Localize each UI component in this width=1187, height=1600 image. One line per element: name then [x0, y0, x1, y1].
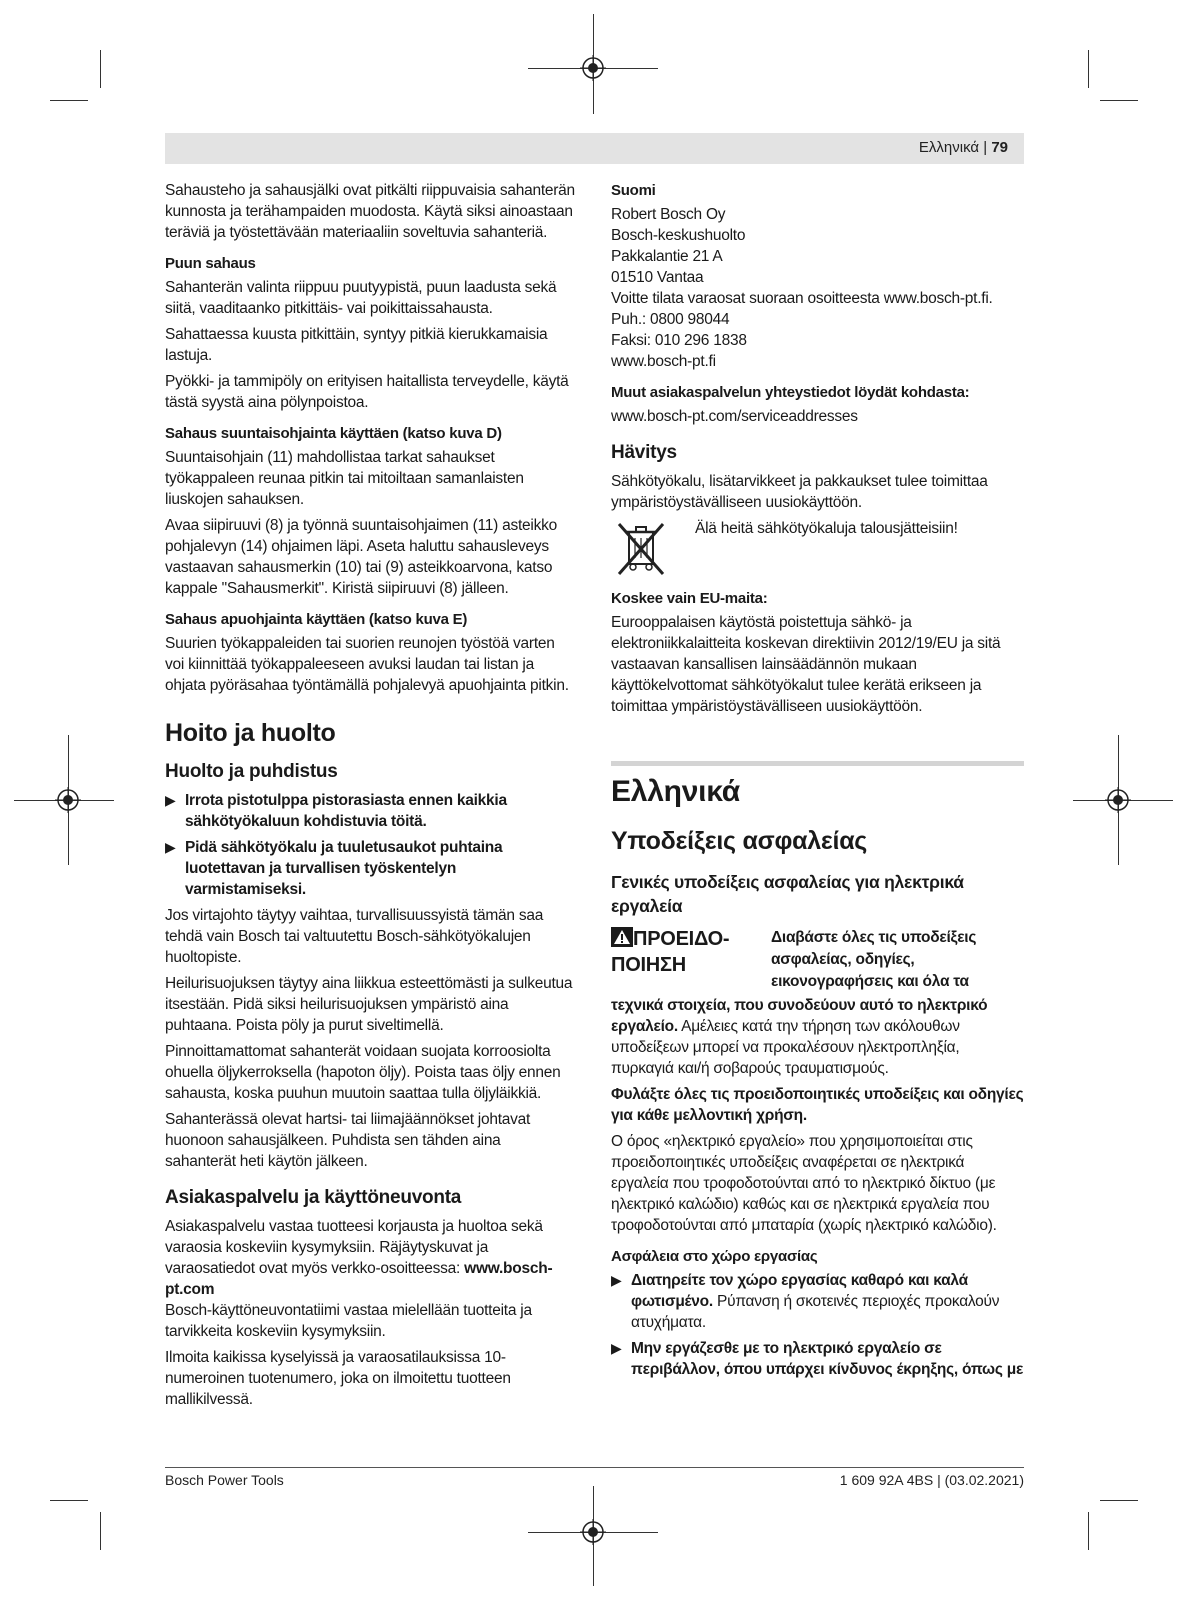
list-item: [165, 790, 575, 832]
crop-mark: [1088, 50, 1089, 88]
wood-paragraph: Sahanterän valinta riippuu puutyypistä, puun laadusta sekä siitä, vaaditaanko pitkittäis- vai poikittaissahausta.: [165, 279, 557, 317]
term-paragraph: Ο όρος «ηλεκτρικό εργαλείο» που χρησιμοποιείται στις προειδοποιητικές υποδείξεις αναφέρεται σε ηλεκτρικά εργαλεία που τροφοδοτούνται από το ηλεκτρικό δίκτυο (με ηλεκτρικό καλώδιο) καθώς και σε ηλεκτρικά εργαλεία που τροφοδοτούνται από μπαταρία (χωρίς ηλεκτρικό καλώδιο).: [611, 1133, 997, 1234]
crop-mark: [50, 100, 88, 101]
parallel-guide-paragraph: Suuntaisohjain (11) mahdollistaa tarkat sahaukset työkappaleen reunaa pitkin tai mitoiltaan samanlaisten liuskojen sahauksen.: [165, 449, 524, 508]
more-contacts-url[interactable]: www.bosch-pt.com/serviceaddresses: [611, 408, 858, 425]
warning-side-text: Διαβάστε όλες τις υποδείξεις ασφαλείας, οδηγίες, εικονογραφήσεις και όλα τα: [771, 929, 977, 990]
address-line: Pakkalantie 21 A: [611, 248, 723, 265]
bullet-triangle-icon: ▶: [611, 1272, 622, 1288]
bullet-triangle-icon: ▶: [165, 839, 176, 855]
crop-mark: [100, 50, 101, 88]
warning-rest-text: Αμέλειες κατά την τήρηση των ακόλουθων υποδείξεων μπορεί να προκαλέσουν ηλεκτροπληξία, πυρκαγιά και/ή σοβαρούς τραυματισμούς.: [611, 1018, 960, 1077]
cord-paragraph: Jos virtajohto täytyy vaihtaa, turvallisuussyistä tämän saa tehdä vain Bosch tai valtuutettu Bosch-sähkötyökalujen huoltopiste.: [165, 907, 544, 966]
bullet-text: Pidä sähkötyökalu ja tuuletusaukot puhtaina luotettavan ja turvallisen työskentelyn varmistamiseksi.: [185, 839, 503, 898]
list-item: [611, 1338, 1024, 1380]
service-text: Bosch-käyttöneuvontatiimi vastaa mielellään tuotteita ja tarvikkeita koskeviin kysymyksiin.: [165, 1302, 532, 1340]
keep-instructions: Φυλάξτε όλες τις προειδοποιητικές υποδείξεις και οδηγίες για κάθε μελλοντική χρήση.: [611, 1086, 1024, 1124]
guard-paragraph: Heilurisuojuksen täytyy aina liikkua esteettömästi ja sulkeutua itsestään. Pidä siksi heilurisuojuksen ympäristö aina puhtaana. Poista pöly ja purut siveltimellä.: [165, 975, 573, 1034]
disposal-paragraph: Sähkötyökalu, lisätarvikkeet ja pakkaukset tulee toimittaa ympäristöystävälliseen uusiokäyttöön.: [611, 473, 988, 511]
safety-heading: Υποδείξεις ασφαλείας: [611, 827, 868, 855]
disposal-heading: Hävitys: [611, 442, 677, 463]
auxiliary-guide-paragraph: Suurien työkappaleiden tai suorien reunojen työstöä varten voi kiinnittää työkappaleeseen avuksi laudan tai listan ja ohjata pyöräsahaa työntämällä pohjalevyä apuohjainta pitkin.: [165, 635, 569, 694]
address-block: [611, 204, 1024, 372]
greek-section-title: Ελληνικά: [611, 775, 740, 808]
bullet-triangle-icon: ▶: [611, 1340, 622, 1356]
footer-doc-code: 1 609 92A 4BS | (03.02.2021): [839, 1472, 1024, 1488]
auxiliary-guide-heading: Sahaus apuohjainta käyttäen (katso kuva E): [165, 611, 468, 628]
bullet-rest-text: Ρύπανση ή σκοτεινές περιοχές προκαλούν ατυχήματα.: [631, 1293, 1000, 1331]
header-language: Ελληνικά: [918, 139, 980, 156]
crop-mark: [50, 1500, 88, 1501]
coating-paragraph: Pinnoittamattomat sahanterät voidaan suojata korroosiolta ohuella öljykerroksella (hapoton öljy). Poista taas öljy ennen sahausta, koska puuhun muutoin saattaa tulla öljyläikkiä.: [165, 1043, 561, 1102]
weee-text: Älä heitä sähkötyökaluja talousjätteisiin!: [695, 520, 958, 537]
registration-mark-icon: [580, 1519, 606, 1545]
intro-paragraph: Sahausteho ja sahausjälki ovat pitkälti riippuvaisia sahanterän kunnosta ja terähampaiden muodosta. Käytä siksi ainoastaan teräviä ja työstettävään materiaaliin soveltuvia sahanteriä.: [165, 182, 575, 241]
bullet-text: Irrota pistotulppa pistorasiasta ennen kaikkia sähkötyökaluun kohdistuvia töitä.: [185, 792, 507, 830]
maintenance-heading: Hoito ja huolto: [165, 719, 336, 747]
page-header: [165, 133, 1024, 164]
warning-paragraph: [611, 995, 1024, 1079]
right-column: [611, 180, 1024, 1385]
footer-rule: [165, 1467, 1024, 1468]
address-line: 01510 Vantaa: [611, 269, 704, 286]
wood-paragraph: Pyökki- ja tammipöly on erityisen haitallista terveydelle, käytä tästä syystä aina pölynpoistoa.: [165, 373, 569, 411]
general-safety-heading: Γενικές υποδείξεις ασφαλείας για ηλεκτρικά εργαλεία: [611, 872, 964, 916]
crop-mark: [1100, 100, 1138, 101]
warning-block: [611, 926, 1024, 993]
parallel-guide-heading: Sahaus suuntaisohjainta käyttäen (katso kuva D): [165, 425, 502, 442]
list-item: [611, 1270, 1024, 1333]
wood-paragraph: Sahattaessa kuusta pitkittäin, syntyy pitkiä kierukkamaisia lastuja.: [165, 326, 548, 364]
resin-paragraph: Sahanterässä olevat hartsi- tai liimajäännökset johtavat huonoon sahausjälkeen. Puhdista sen tähden aina sahanterät heti käytön jälkeen.: [165, 1111, 531, 1170]
crop-mark: [1100, 1500, 1138, 1501]
warning-bold-text: τεχνικά στοιχεία, που συνοδεύουν αυτό το ηλεκτρικό εργαλείο.: [611, 997, 988, 1035]
wood-sawing-heading: Puun sahaus: [165, 255, 256, 272]
cleaning-heading: Huolto ja puhdistus: [165, 761, 338, 782]
more-contacts-heading: Muut asiakaspalvelun yhteystiedot löydät kohdasta:: [611, 384, 970, 401]
eu-paragraph: Eurooppalaisen käytöstä poistettuja sähkö- ja elektroniikkalaitteita koskevan direktiivin 2012/19/EU ja sitä vastaavan kansallisen lainsäädännön mukaan käyttökelvottomat sähkötyökalut tulee kerätä erikseen ja toimittaa ympäristöystävälliseen uusiokäyttöön.: [611, 614, 1001, 715]
service-heading: Asiakaspalvelu ja käyttöneuvonta: [165, 1187, 462, 1208]
address-line: Robert Bosch Oy: [611, 206, 726, 223]
bullet-text: Μην εργάζεσθε με το ηλεκτρικό εργαλείο σε περιβάλλον, όπου υπάρχει κίνδυνος έκρηξης, όπως με: [631, 1340, 1024, 1378]
address-line: Voitte tilata varaosat suoraan osoitteesta www.bosch-pt.fi.: [611, 290, 993, 307]
list-item: [165, 837, 575, 900]
address-line: Faksi: 010 296 1838: [611, 332, 747, 349]
service-paragraph: [165, 1216, 575, 1342]
address-line: Puh.: 0800 98044: [611, 311, 730, 328]
warning-label-text: ΠΡΟΕΙΔΟ-ΠΟΙΗΣΗ: [611, 928, 730, 976]
registration-mark-icon: [55, 787, 81, 813]
registration-mark-icon: [1105, 787, 1131, 813]
page-number: 79: [991, 139, 1008, 156]
service-url-link[interactable]: www.bosch-pt.com: [165, 1260, 553, 1298]
section-divider: [611, 761, 1024, 766]
warning-label: [611, 926, 771, 993]
registration-mark-icon: [580, 55, 606, 81]
address-line: www.bosch-pt.fi: [611, 353, 716, 370]
bullet-text: Διατηρείτε τον χώρο εργασίας καθαρό και καλά φωτισμένο.: [631, 1272, 968, 1310]
country-heading: Suomi: [611, 182, 656, 199]
parallel-guide-paragraph: Avaa siipiruuvi (8) ja työnnä suuntaisohjaimen (11) asteikko pohjalevyn (14) ohjaimen läpi. Aseta haluttu sahausleveys vastaavan sahausmerkin (10) tai (9) asteikkoarvona, katso kappale "Sahausmerkit". Kiristä siipiruuvi (8) jälleen.: [165, 517, 557, 597]
address-line: Bosch-keskushuolto: [611, 227, 746, 244]
weee-notice: [611, 518, 1024, 578]
crop-mark: [1088, 1512, 1089, 1550]
warning-triangle-icon: [611, 927, 633, 947]
footer-brand: Bosch Power Tools: [165, 1472, 284, 1488]
crossed-bin-icon: [611, 518, 671, 578]
bullet-triangle-icon: ▶: [165, 792, 176, 808]
eu-heading: Koskee vain EU-maita:: [611, 590, 768, 607]
service-paragraph: Ilmoita kaikissa kyselyissä ja varaosatilauksissa 10-numeroinen tuotenumero, joka on ilmoitettu tuotteen mallikilvessä.: [165, 1349, 511, 1408]
crop-mark: [100, 1512, 101, 1550]
service-text: Asiakaspalvelu vastaa tuotteesi korjausta ja huoltoa sekä varaosia koskeviin kysymyksiin. Räjäytyskuvat ja varaosatiedot ovat myös verkko-osoitteessa:: [165, 1218, 543, 1277]
left-column: [165, 180, 575, 1415]
header-label: Ελληνικά | 79: [918, 139, 1008, 156]
workplace-heading: Ασφάλεια στο χώρο εργασίας: [611, 1248, 818, 1265]
